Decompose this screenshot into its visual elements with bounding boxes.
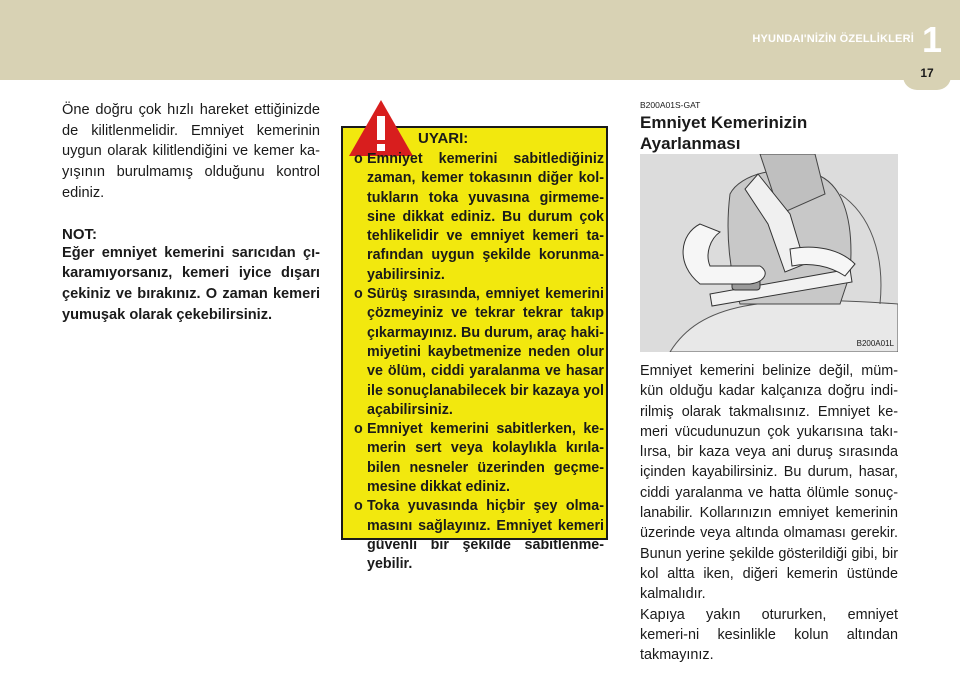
page-number: 17 bbox=[920, 66, 934, 80]
seatbelt-illustration bbox=[640, 154, 898, 352]
seatbelt-drawing bbox=[640, 154, 898, 352]
warning-item bbox=[354, 285, 604, 420]
warning-item bbox=[354, 497, 604, 574]
chapter-number: 1 bbox=[921, 19, 942, 60]
note-label: NOT: bbox=[62, 225, 97, 243]
bullet: o bbox=[354, 286, 363, 303]
warning-item-text: Toka yuvasında hiçbir şey olma-masını sağlayınız. Emniyet kemeri güvenli bir şekilde sabitlenme-yebilir. bbox=[367, 498, 604, 573]
intro-paragraph: Öne doğru çok hızlı hareket ettiğinizde de kilitlenmelidir. Emniyet kemerinin uygun olarak kilitlendiğini ve kemer ka-yışının burulmamış olduğunu kontrol ediniz. bbox=[62, 102, 320, 201]
right-column-body bbox=[640, 361, 898, 665]
bullet: o bbox=[354, 421, 363, 438]
figure-label: B200A01L bbox=[856, 339, 894, 348]
left-column bbox=[62, 100, 320, 325]
warning-title: UYARI: bbox=[418, 130, 469, 147]
bullet: o bbox=[354, 498, 363, 515]
warning-item-text: Sürüş sırasında, emniyet kemerini çözmeyiniz ve tekrar tekrar takıp çıkarmayınız. Bu durum, araç haki-miyetini kaybetmenize neden olur ve ölüm, ciddi yaralanma ve hasar ile sonuçlanabilecek bir kazaya yol açabilirsiniz. bbox=[367, 286, 604, 418]
section-code: B200A01S-GAT bbox=[640, 100, 701, 110]
chapter-title: HYUNDAI'NİZİN ÖZELLİKLERİ bbox=[752, 33, 914, 45]
section-title: Emniyet Kemerinizin Ayarlanması bbox=[640, 113, 808, 153]
body-paragraph: Emniyet kemerini belinize değil, müm-kün olduğu kadar kalçanıza doğru indi-rilmiş olarak takmalısınız. Emniyet ke-meri vücudunuzun çok yukarısına takı-lırsa, bir kaza veya ani duruş sırasında içinden kayabilirsiniz. Bu durum, hasar, ciddi yaralanma ve hatta ölümle sonuç-lanabilir. Kollarınızın emniyet kemerinin üzerinde veya altında olmaması gerekir. Bunun yerine şekilde gösterildiği gibi, bir kol altta iken, diğeri kemerin üstünde kalmalıdır. bbox=[640, 363, 898, 603]
warning-item bbox=[354, 150, 604, 285]
warning-item bbox=[354, 420, 604, 497]
warning-triangle-icon bbox=[347, 98, 415, 158]
note-text: Eğer emniyet kemerini sarıcıdan çı-karamıyorsanız, kemeri iyice dışarı çekiniz ve bırakınız. O zaman kemeri yumuşak olarak çekebilirsiniz. bbox=[62, 244, 320, 323]
warning-item-text: Emniyet kemerini sabitlediğiniz zaman, kemer tokasının diğer kol-tukların toka yuvasına girmeme-sine dikkat ediniz. Bu durum çok tehlikelidir ve emniyet kemeri ta-rafından uygun şekilde korunma-yabilirsiniz. bbox=[367, 151, 604, 283]
body-paragraph: Kapıya yakın otururken, emniyet kemeri-ni kesinlikle kolun altından takmayınız. bbox=[640, 606, 898, 664]
bullet: o bbox=[354, 151, 363, 167]
right-column-header bbox=[640, 100, 898, 154]
warning-item-text: Emniyet kemerini sabitlerken, ke-merin sert veya kolaylıkla kırıla-bilen nesneler üzerinden geçme-mesine dikkat ediniz. bbox=[367, 421, 604, 496]
warning-list bbox=[354, 150, 604, 575]
